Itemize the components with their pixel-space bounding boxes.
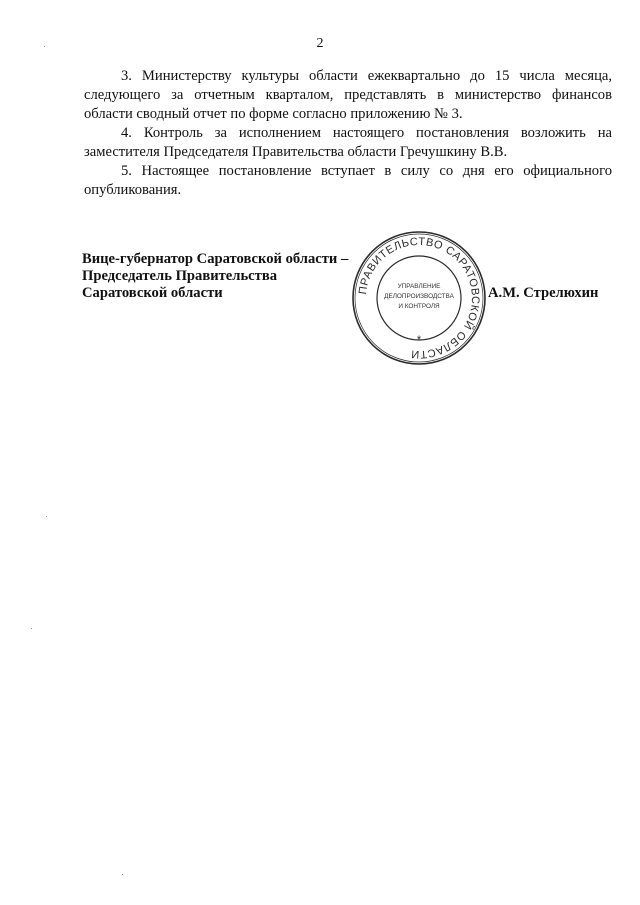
- stamp-inner-line-1: УПРАВЛЕНИЕ: [397, 283, 441, 290]
- signature-title-line-2: Председатель Правительства: [82, 268, 278, 284]
- paragraph-4: 4. Контроль за исполнением настоящего постановления возложить на заместителя Председателя Правительства области Гречушкину В.В.: [84, 125, 612, 160]
- paragraph-3: 3. Министерству культуры области ежеквартально до 15 числа месяца, следующего за отчетным кварталом, представлять в министерство финансов области сводный отчет по форме согласно приложению № 3.: [84, 68, 612, 122]
- signature-title-line-1: Вице-губернатор Саратовской области –: [82, 251, 349, 267]
- official-seal-stamp: [351, 230, 487, 366]
- stamp-inner-line-2: ДЕЛОПРОИЗВОДСТВА: [384, 293, 454, 300]
- signer-name: А.М. Стрелюхин: [488, 285, 599, 301]
- scan-artifact: [44, 46, 45, 47]
- page-number: 2: [316, 36, 324, 51]
- stamp-inner-line-3: И КОНТРОЛЯ: [398, 303, 440, 310]
- stamp-ring-text: ПРАВИТЕЛЬСТВО САРАТОВСКОЙ ОБЛАСТИ: [357, 235, 482, 361]
- scan-artifact: [46, 516, 47, 517]
- scan-artifact: [31, 628, 32, 629]
- paragraph-5: 5. Настоящее постановление вступает в силу со дня его официального опубликования.: [84, 163, 612, 198]
- signature-title-block: [82, 251, 348, 302]
- signature-title-line-3: Саратовской области: [82, 285, 223, 301]
- stamp-star: *: [416, 334, 422, 346]
- scan-artifact: [122, 874, 123, 875]
- document-body: [84, 67, 612, 200]
